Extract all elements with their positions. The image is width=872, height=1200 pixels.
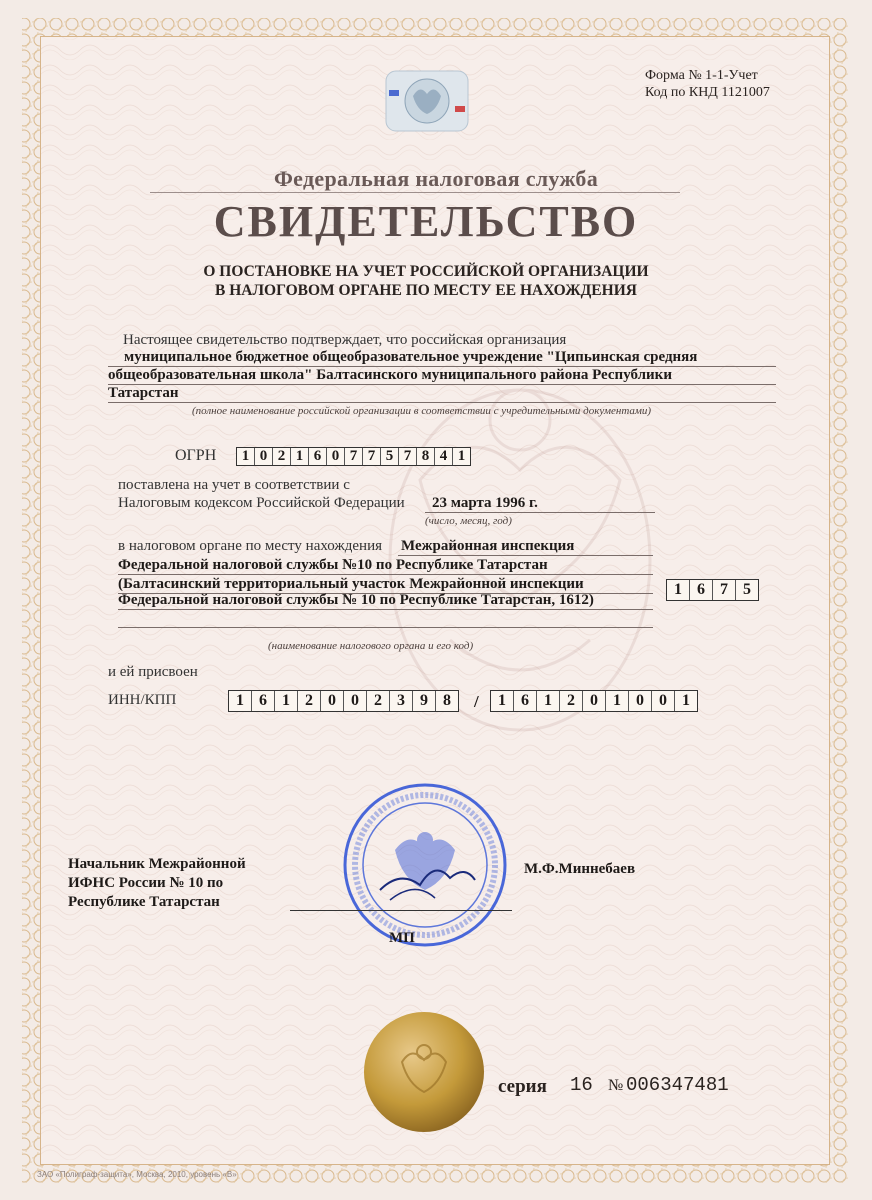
tax-code-digit: 7: [713, 580, 736, 600]
signer-name: М.Ф.Миннебаев: [524, 861, 636, 877]
inn-kpp-label: ИНН/КПП: [108, 692, 177, 708]
registration-date-underline: [425, 512, 655, 513]
org-line3-underline: [108, 402, 776, 403]
series-value: 16: [570, 1074, 593, 1096]
org-name-line3: Татарстан: [108, 385, 179, 401]
tax-authority-line3: (Балтасинский территориальный участок Межрайонной инспекции: [118, 576, 584, 592]
inn-digit: 6: [252, 691, 275, 711]
tax-authority-blank-underline: [118, 627, 653, 628]
document-subtitle: О ПОСТАНОВКЕ НА УЧЕТ РОССИЙСКОЙ ОРГАНИЗАЦИИ В НАЛОГОВОМ ОРГАНЕ ПО МЕСТУ ЕЕ НАХОЖДЕНИЯ: [203, 263, 649, 299]
series-label: серия: [498, 1076, 547, 1097]
series-number: 006347481: [626, 1074, 729, 1096]
ogrn-digit: 6: [309, 448, 327, 465]
ogrn-digit: 5: [381, 448, 399, 465]
ogrn-digits: [236, 447, 471, 466]
ogrn-digit: 1: [457, 448, 466, 464]
registration-date-hint: (число, месяц, год): [425, 515, 512, 527]
agency-name: Федеральная налоговая служба: [273, 166, 599, 191]
ogrn-digit: 1: [291, 448, 309, 465]
signer-position: Начальник Межрайонной ИФНС России № 10 по Республике Татарстан: [68, 856, 246, 910]
kpp-digit: 0: [652, 691, 675, 711]
kpp-digit: 1: [537, 691, 560, 711]
tax-authority-line2: Федеральной налоговой службы №10 по Республике Татарстан: [118, 557, 548, 573]
tax-authority-line1-underline: [398, 555, 653, 556]
tax-authority-line2-underline: [118, 574, 653, 575]
official-stamp-icon: [340, 780, 510, 950]
emblem-hologram-icon: [385, 70, 469, 132]
ogrn-digit: 1: [237, 448, 255, 465]
inn-digit: 2: [298, 691, 321, 711]
tax-code-digit: 1: [667, 580, 690, 600]
signature-underline: [290, 910, 512, 911]
inn-kpp-separator: /: [474, 692, 479, 711]
ogrn-digit: 0: [327, 448, 345, 465]
ogrn-digit: 7: [399, 448, 417, 465]
inn-digit: 1: [275, 691, 298, 711]
assigned-text: и ей присвоен: [108, 664, 198, 680]
agency-underline: [150, 192, 680, 193]
tax-authority-line4-underline: [118, 609, 653, 610]
tax-authority-prefix: в налоговом органе по месту нахождения: [118, 538, 383, 554]
org-line2-underline: [108, 384, 776, 385]
registration-date: 23 марта 1996 г.: [432, 495, 538, 511]
gold-hologram-seal-icon: [362, 1010, 486, 1134]
org-name-hint: (полное наименование российской организации в соответствии с учредительными документами): [192, 405, 652, 417]
form-number: Форма № 1-1-Учет Код по КНД 1121007: [645, 68, 770, 100]
intro-text: Настоящее свидетельство подтверждает, что российская организация: [123, 332, 567, 348]
kpp-digit: 1: [682, 692, 690, 709]
kpp-digit: 1: [606, 691, 629, 711]
kpp-digit: 0: [629, 691, 652, 711]
inn-digit: 0: [321, 691, 344, 711]
tax-authority-line1: Межрайонная инспекция: [401, 538, 575, 554]
ogrn-digit: 7: [345, 448, 363, 465]
tax-authority-line4: Федеральной налоговой службы № 10 по Республике Татарстан, 1612): [118, 592, 594, 608]
inn-digit: 1: [229, 691, 252, 711]
seal-place-label: МП: [389, 930, 415, 946]
inn-digit: 2: [367, 691, 390, 711]
kpp-digits: [490, 690, 698, 712]
inn-digit: 0: [344, 691, 367, 711]
ogrn-digit: 8: [417, 448, 435, 465]
tax-code-digit: 6: [690, 580, 713, 600]
tax-authority-code: [666, 579, 759, 601]
tax-code-digit: 5: [743, 581, 751, 598]
ogrn-digit: 0: [255, 448, 273, 465]
kpp-digit: 0: [583, 691, 606, 711]
ogrn-digit: 2: [273, 448, 291, 465]
series-number-prefix: №: [608, 1077, 624, 1094]
kpp-digit: 2: [560, 691, 583, 711]
ogrn-digit: 7: [363, 448, 381, 465]
ogrn-label: ОГРН: [175, 447, 217, 464]
kpp-digit: 6: [514, 691, 537, 711]
org-name-line2: общеобразовательная школа" Балтасинского муниципального района Республики: [108, 367, 672, 383]
ogrn-digit: 4: [435, 448, 453, 465]
printer-footer: ЗАО «Полиграф-защита», Москва, 2010, уровень «В»: [37, 1170, 237, 1179]
org-name-line1: муниципальное бюджетное общеобразовательное учреждение "Ципьинская средняя: [124, 349, 698, 365]
inn-digit: 8: [443, 692, 451, 709]
registration-line1: поставлена на учет в соответствии с: [118, 477, 350, 493]
inn-digit: 9: [413, 691, 436, 711]
inn-digit: 3: [390, 691, 413, 711]
tax-authority-hint: (наименование налогового органа и его код): [268, 640, 474, 652]
registration-line2: Налоговым кодексом Российской Федерации: [118, 495, 405, 511]
kpp-digit: 1: [491, 691, 514, 711]
document-title: СВИДЕТЕЛЬСТВО: [213, 197, 639, 246]
inn-digits: [228, 690, 459, 712]
